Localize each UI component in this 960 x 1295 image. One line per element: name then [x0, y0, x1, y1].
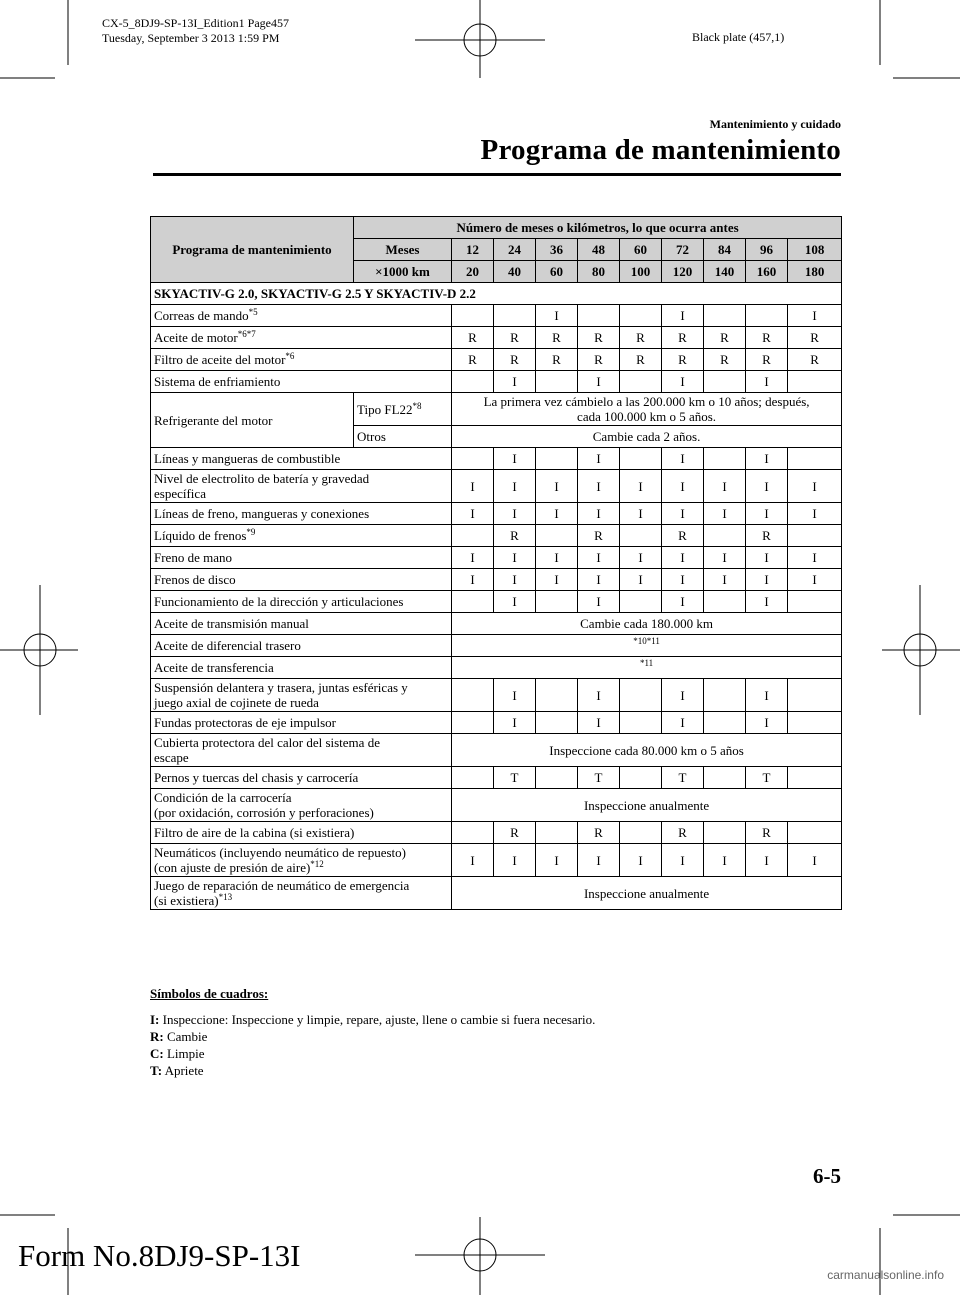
footnote-ref: *9: [246, 527, 256, 537]
table-cell: [788, 767, 842, 789]
table-row: [151, 767, 842, 789]
table-cell: [452, 305, 494, 327]
table-cell: T: [662, 767, 704, 789]
table-cell: [704, 591, 746, 613]
table-cell: [452, 822, 494, 844]
table-cell: R: [620, 349, 662, 371]
km-value: 140: [704, 261, 746, 283]
table-cell: R: [620, 327, 662, 349]
table-cell: I: [788, 547, 842, 569]
table-cell: I: [578, 470, 620, 503]
table-cell: I: [704, 470, 746, 503]
item-label: Condición de la carrocería (por oxidación, corrosión y perforaciones): [151, 789, 452, 822]
table-cell: I: [662, 448, 704, 470]
table-cell: R: [578, 822, 620, 844]
table-cell: R: [452, 349, 494, 371]
merged-cell: Inspeccione anualmente: [452, 789, 842, 822]
table-cell: [704, 767, 746, 789]
table-cell: I: [578, 712, 620, 734]
table-cell: R: [662, 327, 704, 349]
table-cell: I: [536, 569, 578, 591]
item-label: Juego de reparación de neumático de emergencia (si existiera)$^{*13}$: [151, 877, 452, 910]
item-label: Aceite de motor$^{*6*7}$: [151, 327, 452, 349]
footnote-ref: *5: [248, 307, 258, 317]
table-cell: I: [788, 503, 842, 525]
legend-title: Símbolos de cuadros:: [150, 986, 269, 1001]
table-cell: [620, 679, 662, 712]
table-cell: I: [578, 448, 620, 470]
table-cell: [536, 371, 578, 393]
table-cell: R: [746, 349, 788, 371]
table-cell: I: [746, 844, 788, 877]
legend-item: R: Cambie: [150, 1029, 208, 1044]
table-cell: [620, 712, 662, 734]
table-cell: I: [746, 470, 788, 503]
table-cell: I: [662, 470, 704, 503]
item-label: Líneas de freno, mangueras y conexiones: [151, 503, 452, 525]
month-value: 84: [704, 239, 746, 261]
table-cell: I: [494, 679, 536, 712]
table-cell: [788, 591, 842, 613]
table-cell: [788, 822, 842, 844]
table-cell: I: [662, 712, 704, 734]
table-cell: [788, 712, 842, 734]
section-label: Mantenimiento y cuidado: [709, 117, 841, 131]
item-label: Líneas y mangueras de combustible: [151, 448, 452, 470]
table-cell: [452, 591, 494, 613]
table-cell: [704, 371, 746, 393]
table-row: [151, 657, 842, 679]
table-row: [151, 470, 842, 503]
table-row: [151, 844, 842, 877]
table-cell: R: [536, 327, 578, 349]
table-cell: I: [788, 470, 842, 503]
table-cell: [620, 448, 662, 470]
table-cell: R: [704, 349, 746, 371]
item-label: Frenos de disco: [151, 569, 452, 591]
table-cell: [788, 525, 842, 547]
table-cell: I: [746, 591, 788, 613]
table-cell: R: [662, 349, 704, 371]
others-text: Cambie cada 2 años.: [452, 426, 842, 448]
print-info-line2: Tuesday, September 3 2013 1:59 PM: [102, 31, 280, 45]
table-row: [151, 525, 842, 547]
table-cell: T: [578, 767, 620, 789]
table-cell: I: [662, 503, 704, 525]
table-cell: [536, 767, 578, 789]
fl22-label: Tipo FL22$^{*8}$: [354, 393, 452, 426]
others-label: Otros: [354, 426, 452, 448]
table-cell: I: [536, 844, 578, 877]
table-cell: [704, 712, 746, 734]
table-cell: [452, 679, 494, 712]
watermark: carmanualsonline.info: [827, 1268, 944, 1282]
merged-cell: *10*11: [452, 635, 842, 657]
km-value: 180: [788, 261, 842, 283]
km-value: 40: [494, 261, 536, 283]
table-cell: I: [746, 503, 788, 525]
table-cell: I: [662, 679, 704, 712]
table-cell: I: [788, 844, 842, 877]
table-cell: I: [704, 569, 746, 591]
item-label: Suspensión delantera y trasera, juntas esféricas y juego axial de cojinete de rueda: [151, 679, 452, 712]
table-cell: I: [788, 569, 842, 591]
table-cell: R: [578, 327, 620, 349]
legend-item: C: Limpie: [150, 1046, 205, 1061]
table-cell: I: [704, 503, 746, 525]
table-cell: R: [746, 822, 788, 844]
table-row: [151, 569, 842, 591]
print-info: [102, 16, 289, 46]
table-cell: R: [494, 525, 536, 547]
table-cell: [704, 822, 746, 844]
table-cell: I: [494, 371, 536, 393]
km-value: 160: [746, 261, 788, 283]
item-label: Funcionamiento de la dirección y articulaciones: [151, 591, 452, 613]
table-cell: I: [620, 470, 662, 503]
table-cell: [620, 525, 662, 547]
table-cell: R: [494, 822, 536, 844]
table-corner-label: Programa de mantenimiento: [151, 217, 354, 283]
item-label: Sistema de enfriamiento: [151, 371, 452, 393]
table-cell: I: [578, 679, 620, 712]
merged-cell: Cambie cada 180.000 km: [452, 613, 842, 635]
table-cell: [494, 305, 536, 327]
table-cell: [704, 305, 746, 327]
table-row: [151, 822, 842, 844]
table-cell: R: [494, 327, 536, 349]
table-cell: I: [662, 547, 704, 569]
table-cell: R: [662, 525, 704, 547]
table-row: [151, 547, 842, 569]
item-label: Correas de mando$^{*5}$: [151, 305, 452, 327]
month-value: 36: [536, 239, 578, 261]
item-label: Aceite de transferencia: [151, 657, 452, 679]
table-cell: I: [746, 679, 788, 712]
table-cell: I: [662, 591, 704, 613]
table-cell: I: [452, 547, 494, 569]
item-label: Cubierta protectora del calor del sistema de escape: [151, 734, 452, 767]
engine-section-label: SKYACTIV-G 2.0, SKYACTIV-G 2.5 Y SKYACTIV-D 2.2: [151, 283, 842, 305]
table-cell: R: [788, 327, 842, 349]
month-value: 96: [746, 239, 788, 261]
km-value: 20: [452, 261, 494, 283]
table-cell: I: [620, 503, 662, 525]
table-cell: [620, 305, 662, 327]
table-cell: I: [494, 591, 536, 613]
month-value: 48: [578, 239, 620, 261]
table-cell: I: [578, 371, 620, 393]
interval-caption: Número de meses o kilómetros, lo que ocurra antes: [354, 217, 842, 239]
month-value: 12: [452, 239, 494, 261]
table-row: [151, 789, 842, 822]
item-label: Aceite de diferencial trasero: [151, 635, 452, 657]
table-cell: I: [452, 470, 494, 503]
table-cell: [788, 679, 842, 712]
item-label: Freno de mano: [151, 547, 452, 569]
table-row: [151, 734, 842, 767]
table-cell: I: [452, 569, 494, 591]
month-value: 72: [662, 239, 704, 261]
km-value: 100: [620, 261, 662, 283]
item-label: Aceite de transmisión manual: [151, 613, 452, 635]
month-value: 108: [788, 239, 842, 261]
table-cell: [620, 822, 662, 844]
table-cell: I: [494, 448, 536, 470]
table-cell: I: [494, 470, 536, 503]
table-cell: I: [746, 712, 788, 734]
print-info-line1: CX-5_8DJ9-SP-13I_Edition1 Page457: [102, 16, 289, 30]
table-cell: T: [494, 767, 536, 789]
month-value: 24: [494, 239, 536, 261]
table-cell: I: [578, 844, 620, 877]
table-cell: I: [536, 547, 578, 569]
table-row: [151, 591, 842, 613]
item-label: Nivel de electrolito de batería y gravedad específica: [151, 470, 452, 503]
fl22-text: La primera vez cámbielo a las 200.000 km o 10 años; después, cada 100.000 km o 5 años.: [452, 393, 842, 426]
engine-section-row: [151, 283, 842, 305]
table-cell: I: [662, 371, 704, 393]
table-cell: I: [536, 503, 578, 525]
legend-item: T: Apriete: [150, 1063, 204, 1078]
footnote-ref: *6: [285, 351, 295, 361]
table-cell: [452, 371, 494, 393]
table-cell: I: [452, 503, 494, 525]
table-cell: I: [704, 547, 746, 569]
table-cell: I: [578, 547, 620, 569]
table-row: [151, 448, 842, 470]
table-cell: [788, 371, 842, 393]
table-cell: [536, 448, 578, 470]
merged-cell: Inspeccione anualmente: [452, 877, 842, 910]
table-cell: R: [536, 349, 578, 371]
page-title: Programa de mantenimiento: [480, 134, 841, 166]
km-value: 80: [578, 261, 620, 283]
footnote-ref: *8: [412, 400, 422, 411]
table-cell: [452, 448, 494, 470]
merged-cell: Inspeccione cada 80.000 km o 5 años: [452, 734, 842, 767]
table-cell: R: [746, 525, 788, 547]
table-cell: I: [746, 569, 788, 591]
form-number: Form No.8DJ9-SP-13I: [18, 1238, 301, 1273]
merged-cell: *11: [452, 657, 842, 679]
table-row: [151, 613, 842, 635]
table-cell: [536, 679, 578, 712]
table-cell: R: [452, 327, 494, 349]
page-number: 6-5: [813, 1164, 841, 1188]
item-label: Filtro de aire de la cabina (si existiera): [151, 822, 452, 844]
table-cell: I: [746, 448, 788, 470]
table-cell: I: [536, 305, 578, 327]
black-plate: Black plate (457,1): [692, 30, 785, 44]
table-cell: [536, 525, 578, 547]
table-cell: I: [494, 503, 536, 525]
km-label: ×1000 km: [354, 261, 452, 283]
table-cell: R: [494, 349, 536, 371]
table-cell: I: [494, 712, 536, 734]
table-cell: I: [620, 844, 662, 877]
table-row: [151, 349, 842, 371]
table-cell: [578, 305, 620, 327]
table-row: [151, 503, 842, 525]
maintenance-table: [150, 216, 842, 910]
table-cell: [452, 712, 494, 734]
table-cell: [704, 525, 746, 547]
table-cell: [452, 525, 494, 547]
table-cell: I: [620, 569, 662, 591]
table-cell: R: [578, 525, 620, 547]
item-label: Filtro de aceite del motor$^{*6}$: [151, 349, 452, 371]
table-cell: I: [662, 844, 704, 877]
table-cell: R: [788, 349, 842, 371]
title-rule: [153, 173, 841, 176]
table-cell: I: [662, 569, 704, 591]
km-value: 60: [536, 261, 578, 283]
table-cell: R: [662, 822, 704, 844]
table-cell: [620, 767, 662, 789]
table-cell: I: [578, 503, 620, 525]
coolant-row-fl22: [151, 393, 842, 426]
table-cell: I: [704, 844, 746, 877]
table-cell: R: [704, 327, 746, 349]
coolant-label: Refrigerante del motor: [151, 393, 354, 448]
table-cell: I: [746, 547, 788, 569]
header-row-interval: [151, 217, 842, 239]
table-cell: I: [452, 844, 494, 877]
table-cell: T: [746, 767, 788, 789]
item-label: Líquido de frenos$^{*9}$: [151, 525, 452, 547]
table-cell: [452, 767, 494, 789]
table-row: [151, 635, 842, 657]
month-value: 60: [620, 239, 662, 261]
item-label: Pernos y tuercas del chasis y carrocería: [151, 767, 452, 789]
km-value: 120: [662, 261, 704, 283]
table-cell: I: [788, 305, 842, 327]
legend: [150, 985, 595, 1079]
table-cell: I: [578, 591, 620, 613]
table-cell: [704, 448, 746, 470]
table-row: [151, 327, 842, 349]
table-cell: I: [746, 371, 788, 393]
table-cell: [536, 822, 578, 844]
table-cell: [704, 679, 746, 712]
table-cell: R: [746, 327, 788, 349]
table-cell: I: [578, 569, 620, 591]
table-cell: I: [494, 844, 536, 877]
table-cell: I: [662, 305, 704, 327]
item-label: Neumáticos (incluyendo neumático de repuesto) (con ajuste de presión de aire)$^{*12}$: [151, 844, 452, 877]
footnote-ref: *12: [310, 859, 324, 869]
table-row: [151, 712, 842, 734]
table-cell: [536, 591, 578, 613]
table-cell: I: [494, 569, 536, 591]
table-cell: [536, 712, 578, 734]
table-row: [151, 877, 842, 910]
table-row: [151, 371, 842, 393]
table-row: [151, 679, 842, 712]
footnote-ref: *6*7: [237, 329, 256, 339]
table-cell: I: [620, 547, 662, 569]
table-row: [151, 305, 842, 327]
table-cell: R: [578, 349, 620, 371]
table-cell: [620, 591, 662, 613]
table-cell: [620, 371, 662, 393]
item-label: Fundas protectoras de eje impulsor: [151, 712, 452, 734]
table-cell: [746, 305, 788, 327]
months-label: Meses: [354, 239, 452, 261]
table-cell: [788, 448, 842, 470]
table-cell: I: [536, 470, 578, 503]
footnote-ref: *13: [218, 892, 233, 902]
legend-item: I: Inspeccione: Inspeccione y limpie, repare, ajuste, llene o cambie si fuera necesario.: [150, 1012, 596, 1027]
table-cell: I: [494, 547, 536, 569]
